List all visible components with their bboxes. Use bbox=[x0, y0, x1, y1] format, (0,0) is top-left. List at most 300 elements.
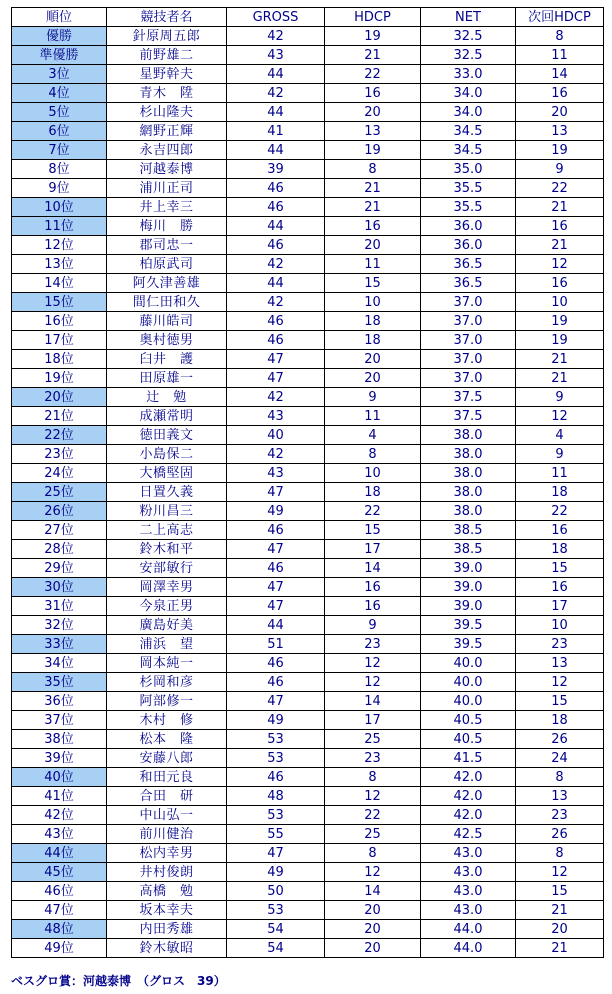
table-row bbox=[12, 673, 604, 692]
handicap: 20 bbox=[325, 901, 421, 920]
rank-cell: 34位 bbox=[12, 654, 107, 673]
table-row bbox=[12, 616, 604, 635]
gross-score: 42 bbox=[227, 293, 325, 312]
rank-cell: 33位 bbox=[12, 635, 107, 654]
handicap: 15 bbox=[325, 521, 421, 540]
player-name: 岡澤幸男 bbox=[107, 578, 227, 597]
rank-cell: 27位 bbox=[12, 521, 107, 540]
handicap: 20 bbox=[325, 939, 421, 958]
handicap: 8 bbox=[325, 844, 421, 863]
rank-cell: 47位 bbox=[12, 901, 107, 920]
player-name: 田原雄一 bbox=[107, 369, 227, 388]
gross-score: 47 bbox=[227, 369, 325, 388]
handicap: 12 bbox=[325, 654, 421, 673]
table-row bbox=[12, 920, 604, 939]
table-row bbox=[12, 445, 604, 464]
handicap: 17 bbox=[325, 540, 421, 559]
gross-score: 43 bbox=[227, 46, 325, 65]
gross-score: 46 bbox=[227, 331, 325, 350]
gross-score: 46 bbox=[227, 521, 325, 540]
header-name: 競技者名 bbox=[107, 8, 227, 27]
next-handicap: 16 bbox=[516, 84, 604, 103]
table-row bbox=[12, 141, 604, 160]
rank-cell: 48位 bbox=[12, 920, 107, 939]
table-row bbox=[12, 312, 604, 331]
player-name: 網野正輝 bbox=[107, 122, 227, 141]
player-name: 前川健治 bbox=[107, 825, 227, 844]
rank-cell: 準優勝 bbox=[12, 46, 107, 65]
net-score: 40.0 bbox=[421, 673, 516, 692]
net-score: 38.0 bbox=[421, 464, 516, 483]
gross-score: 49 bbox=[227, 863, 325, 882]
table-row bbox=[12, 369, 604, 388]
rank-cell: 41位 bbox=[12, 787, 107, 806]
net-score: 42.0 bbox=[421, 787, 516, 806]
table-row bbox=[12, 844, 604, 863]
next-handicap: 19 bbox=[516, 331, 604, 350]
next-handicap: 16 bbox=[516, 217, 604, 236]
rank-cell: 49位 bbox=[12, 939, 107, 958]
next-handicap: 23 bbox=[516, 635, 604, 654]
results-body bbox=[12, 27, 604, 958]
net-score: 37.0 bbox=[421, 369, 516, 388]
player-name: 浦浜 望 bbox=[107, 635, 227, 654]
net-score: 34.0 bbox=[421, 84, 516, 103]
handicap: 8 bbox=[325, 445, 421, 464]
player-name: 粉川昌三 bbox=[107, 502, 227, 521]
rank-cell: 22位 bbox=[12, 426, 107, 445]
gross-score: 44 bbox=[227, 103, 325, 122]
player-name: 高橋 勉 bbox=[107, 882, 227, 901]
gross-score: 41 bbox=[227, 122, 325, 141]
next-handicap: 16 bbox=[516, 274, 604, 293]
next-handicap: 18 bbox=[516, 711, 604, 730]
next-handicap: 21 bbox=[516, 350, 604, 369]
next-handicap: 13 bbox=[516, 654, 604, 673]
net-score: 37.5 bbox=[421, 407, 516, 426]
gross-score: 53 bbox=[227, 901, 325, 920]
gross-score: 46 bbox=[227, 179, 325, 198]
net-score: 40.5 bbox=[421, 730, 516, 749]
player-name: 鈴木和平 bbox=[107, 540, 227, 559]
net-score: 36.5 bbox=[421, 255, 516, 274]
rank-cell: 40位 bbox=[12, 768, 107, 787]
gross-score: 44 bbox=[227, 217, 325, 236]
player-name: 二上高志 bbox=[107, 521, 227, 540]
player-name: 徳田義文 bbox=[107, 426, 227, 445]
table-row bbox=[12, 122, 604, 141]
player-name: 針原周五郎 bbox=[107, 27, 227, 46]
header-rank: 順位 bbox=[12, 8, 107, 27]
table-row bbox=[12, 198, 604, 217]
table-row bbox=[12, 65, 604, 84]
gross-score: 44 bbox=[227, 274, 325, 293]
gross-score: 42 bbox=[227, 255, 325, 274]
handicap: 14 bbox=[325, 692, 421, 711]
rank-cell: 25位 bbox=[12, 483, 107, 502]
rank-cell: 8位 bbox=[12, 160, 107, 179]
rank-cell: 45位 bbox=[12, 863, 107, 882]
handicap: 23 bbox=[325, 749, 421, 768]
next-handicap: 12 bbox=[516, 407, 604, 426]
handicap: 10 bbox=[325, 293, 421, 312]
handicap: 25 bbox=[325, 730, 421, 749]
gross-score: 47 bbox=[227, 597, 325, 616]
table-row bbox=[12, 730, 604, 749]
rank-cell: 24位 bbox=[12, 464, 107, 483]
player-name: 松内幸男 bbox=[107, 844, 227, 863]
net-score: 43.0 bbox=[421, 882, 516, 901]
handicap: 21 bbox=[325, 46, 421, 65]
table-row bbox=[12, 882, 604, 901]
handicap: 12 bbox=[325, 787, 421, 806]
handicap: 19 bbox=[325, 141, 421, 160]
gross-score: 50 bbox=[227, 882, 325, 901]
rank-cell: 17位 bbox=[12, 331, 107, 350]
table-row bbox=[12, 540, 604, 559]
net-score: 34.0 bbox=[421, 103, 516, 122]
gross-score: 42 bbox=[227, 445, 325, 464]
rank-cell: 5位 bbox=[12, 103, 107, 122]
gross-score: 46 bbox=[227, 559, 325, 578]
net-score: 38.5 bbox=[421, 521, 516, 540]
handicap: 22 bbox=[325, 502, 421, 521]
rank-cell: 4位 bbox=[12, 84, 107, 103]
net-score: 40.0 bbox=[421, 654, 516, 673]
player-name: 杉岡和彦 bbox=[107, 673, 227, 692]
rank-cell: 6位 bbox=[12, 122, 107, 141]
rank-cell: 37位 bbox=[12, 711, 107, 730]
handicap: 13 bbox=[325, 122, 421, 141]
next-handicap: 8 bbox=[516, 768, 604, 787]
handicap: 4 bbox=[325, 426, 421, 445]
player-name: 木村 修 bbox=[107, 711, 227, 730]
handicap: 11 bbox=[325, 255, 421, 274]
next-handicap: 19 bbox=[516, 141, 604, 160]
next-handicap: 20 bbox=[516, 103, 604, 122]
next-handicap: 21 bbox=[516, 939, 604, 958]
net-score: 43.0 bbox=[421, 844, 516, 863]
player-name: 青木 陞 bbox=[107, 84, 227, 103]
next-handicap: 8 bbox=[516, 844, 604, 863]
net-score: 37.0 bbox=[421, 350, 516, 369]
gross-score: 43 bbox=[227, 407, 325, 426]
rank-cell: 38位 bbox=[12, 730, 107, 749]
rank-cell: 15位 bbox=[12, 293, 107, 312]
player-name: 坂本幸夫 bbox=[107, 901, 227, 920]
rank-cell: 43位 bbox=[12, 825, 107, 844]
results-table bbox=[11, 7, 604, 958]
next-handicap: 9 bbox=[516, 160, 604, 179]
gross-score: 44 bbox=[227, 65, 325, 84]
table-row bbox=[12, 255, 604, 274]
table-row bbox=[12, 179, 604, 198]
table-row bbox=[12, 787, 604, 806]
next-handicap: 11 bbox=[516, 46, 604, 65]
handicap: 8 bbox=[325, 160, 421, 179]
gross-score: 46 bbox=[227, 312, 325, 331]
gross-score: 47 bbox=[227, 350, 325, 369]
handicap: 12 bbox=[325, 673, 421, 692]
handicap: 18 bbox=[325, 483, 421, 502]
rank-cell: 26位 bbox=[12, 502, 107, 521]
next-handicap: 20 bbox=[516, 920, 604, 939]
rank-cell: 23位 bbox=[12, 445, 107, 464]
gross-score: 39 bbox=[227, 160, 325, 179]
next-handicap: 9 bbox=[516, 445, 604, 464]
next-handicap: 23 bbox=[516, 806, 604, 825]
handicap: 20 bbox=[325, 350, 421, 369]
gross-score: 47 bbox=[227, 540, 325, 559]
rank-cell: 35位 bbox=[12, 673, 107, 692]
net-score: 37.0 bbox=[421, 312, 516, 331]
net-score: 42.0 bbox=[421, 768, 516, 787]
gross-score: 47 bbox=[227, 844, 325, 863]
gross-score: 46 bbox=[227, 198, 325, 217]
rank-cell: 優勝 bbox=[12, 27, 107, 46]
handicap: 10 bbox=[325, 464, 421, 483]
net-score: 37.5 bbox=[421, 388, 516, 407]
net-score: 35.0 bbox=[421, 160, 516, 179]
net-score: 34.5 bbox=[421, 122, 516, 141]
rank-cell: 13位 bbox=[12, 255, 107, 274]
net-score: 40.0 bbox=[421, 692, 516, 711]
player-name: 浦川正司 bbox=[107, 179, 227, 198]
gross-score: 47 bbox=[227, 578, 325, 597]
next-handicap: 17 bbox=[516, 597, 604, 616]
table-row bbox=[12, 635, 604, 654]
handicap: 17 bbox=[325, 711, 421, 730]
player-name: 前野雄二 bbox=[107, 46, 227, 65]
rank-cell: 30位 bbox=[12, 578, 107, 597]
best-gross-award: ベスグロ賞：河越泰博 （グロス 39） bbox=[11, 974, 226, 988]
player-name: 和田元良 bbox=[107, 768, 227, 787]
player-name: 星野幹夫 bbox=[107, 65, 227, 84]
next-handicap: 21 bbox=[516, 198, 604, 217]
gross-score: 42 bbox=[227, 27, 325, 46]
table-row bbox=[12, 578, 604, 597]
table-row bbox=[12, 464, 604, 483]
header-gross: GROSS bbox=[227, 8, 325, 27]
handicap: 9 bbox=[325, 388, 421, 407]
header-hdcp: HDCP bbox=[325, 8, 421, 27]
player-name: 杉山隆夫 bbox=[107, 103, 227, 122]
table-row bbox=[12, 46, 604, 65]
table-row bbox=[12, 27, 604, 46]
gross-score: 49 bbox=[227, 711, 325, 730]
rank-cell: 21位 bbox=[12, 407, 107, 426]
table-row bbox=[12, 559, 604, 578]
header-next-hdcp: 次回HDCP bbox=[516, 8, 604, 27]
gross-score: 46 bbox=[227, 236, 325, 255]
handicap: 20 bbox=[325, 103, 421, 122]
handicap: 21 bbox=[325, 179, 421, 198]
rank-cell: 36位 bbox=[12, 692, 107, 711]
table-row bbox=[12, 293, 604, 312]
next-handicap: 22 bbox=[516, 502, 604, 521]
next-handicap: 18 bbox=[516, 483, 604, 502]
next-handicap: 26 bbox=[516, 825, 604, 844]
table-row bbox=[12, 350, 604, 369]
player-name: 岡本純一 bbox=[107, 654, 227, 673]
net-score: 41.5 bbox=[421, 749, 516, 768]
net-score: 39.0 bbox=[421, 559, 516, 578]
net-score: 44.0 bbox=[421, 939, 516, 958]
net-score: 44.0 bbox=[421, 920, 516, 939]
handicap: 25 bbox=[325, 825, 421, 844]
next-handicap: 15 bbox=[516, 692, 604, 711]
table-row bbox=[12, 597, 604, 616]
player-name: 日置久義 bbox=[107, 483, 227, 502]
handicap: 20 bbox=[325, 920, 421, 939]
net-score: 38.0 bbox=[421, 502, 516, 521]
player-name: 永吉四郎 bbox=[107, 141, 227, 160]
next-handicap: 18 bbox=[516, 540, 604, 559]
handicap: 18 bbox=[325, 312, 421, 331]
net-score: 37.0 bbox=[421, 331, 516, 350]
player-name: 辻 勉 bbox=[107, 388, 227, 407]
table-row bbox=[12, 863, 604, 882]
table-row bbox=[12, 217, 604, 236]
rank-cell: 42位 bbox=[12, 806, 107, 825]
table-row bbox=[12, 84, 604, 103]
net-score: 36.0 bbox=[421, 236, 516, 255]
rank-cell: 44位 bbox=[12, 844, 107, 863]
next-handicap: 12 bbox=[516, 673, 604, 692]
net-score: 38.0 bbox=[421, 483, 516, 502]
next-handicap: 26 bbox=[516, 730, 604, 749]
player-name: 阿久津善雄 bbox=[107, 274, 227, 293]
player-name: 臼井 護 bbox=[107, 350, 227, 369]
net-score: 42.5 bbox=[421, 825, 516, 844]
net-score: 43.0 bbox=[421, 901, 516, 920]
next-handicap: 15 bbox=[516, 559, 604, 578]
player-name: 鈴木敏昭 bbox=[107, 939, 227, 958]
gross-score: 48 bbox=[227, 787, 325, 806]
player-name: 成瀬常明 bbox=[107, 407, 227, 426]
handicap: 16 bbox=[325, 84, 421, 103]
handicap: 9 bbox=[325, 616, 421, 635]
player-name: 梅川 勝 bbox=[107, 217, 227, 236]
rank-cell: 31位 bbox=[12, 597, 107, 616]
next-handicap: 8 bbox=[516, 27, 604, 46]
next-handicap: 21 bbox=[516, 236, 604, 255]
gross-score: 54 bbox=[227, 939, 325, 958]
next-handicap: 9 bbox=[516, 388, 604, 407]
next-handicap: 11 bbox=[516, 464, 604, 483]
table-row bbox=[12, 901, 604, 920]
handicap: 15 bbox=[325, 274, 421, 293]
rank-cell: 3位 bbox=[12, 65, 107, 84]
handicap: 11 bbox=[325, 407, 421, 426]
net-score: 40.5 bbox=[421, 711, 516, 730]
rank-cell: 12位 bbox=[12, 236, 107, 255]
table-row bbox=[12, 236, 604, 255]
net-score: 38.0 bbox=[421, 426, 516, 445]
table-row bbox=[12, 407, 604, 426]
rank-cell: 7位 bbox=[12, 141, 107, 160]
next-handicap: 19 bbox=[516, 312, 604, 331]
table-row bbox=[12, 711, 604, 730]
next-handicap: 15 bbox=[516, 882, 604, 901]
player-name: 藤川皓司 bbox=[107, 312, 227, 331]
rank-cell: 9位 bbox=[12, 179, 107, 198]
gross-score: 47 bbox=[227, 483, 325, 502]
net-score: 43.0 bbox=[421, 863, 516, 882]
net-score: 36.0 bbox=[421, 217, 516, 236]
handicap: 14 bbox=[325, 559, 421, 578]
handicap: 14 bbox=[325, 882, 421, 901]
player-name: 奥村徳男 bbox=[107, 331, 227, 350]
table-row bbox=[12, 654, 604, 673]
next-handicap: 10 bbox=[516, 616, 604, 635]
net-score: 32.5 bbox=[421, 27, 516, 46]
rank-cell: 29位 bbox=[12, 559, 107, 578]
gross-score: 55 bbox=[227, 825, 325, 844]
next-handicap: 10 bbox=[516, 293, 604, 312]
header-row bbox=[12, 8, 604, 27]
rank-cell: 32位 bbox=[12, 616, 107, 635]
net-score: 39.5 bbox=[421, 616, 516, 635]
gross-score: 54 bbox=[227, 920, 325, 939]
next-handicap: 24 bbox=[516, 749, 604, 768]
rank-cell: 20位 bbox=[12, 388, 107, 407]
net-score: 32.5 bbox=[421, 46, 516, 65]
player-name: 安藤八郎 bbox=[107, 749, 227, 768]
net-score: 38.0 bbox=[421, 445, 516, 464]
player-name: 小島保二 bbox=[107, 445, 227, 464]
handicap: 8 bbox=[325, 768, 421, 787]
rank-cell: 16位 bbox=[12, 312, 107, 331]
table-row bbox=[12, 103, 604, 122]
table-row bbox=[12, 426, 604, 445]
handicap: 21 bbox=[325, 198, 421, 217]
table-row bbox=[12, 692, 604, 711]
table-row bbox=[12, 331, 604, 350]
table-row bbox=[12, 749, 604, 768]
rank-cell: 11位 bbox=[12, 217, 107, 236]
net-score: 35.5 bbox=[421, 198, 516, 217]
next-handicap: 22 bbox=[516, 179, 604, 198]
table-row bbox=[12, 806, 604, 825]
next-handicap: 14 bbox=[516, 65, 604, 84]
next-handicap: 13 bbox=[516, 122, 604, 141]
net-score: 39.0 bbox=[421, 597, 516, 616]
handicap: 19 bbox=[325, 27, 421, 46]
player-name: 安部敏行 bbox=[107, 559, 227, 578]
player-name: 阿部修一 bbox=[107, 692, 227, 711]
gross-score: 43 bbox=[227, 464, 325, 483]
handicap: 16 bbox=[325, 578, 421, 597]
handicap: 18 bbox=[325, 331, 421, 350]
net-score: 37.0 bbox=[421, 293, 516, 312]
net-score: 39.0 bbox=[421, 578, 516, 597]
player-name: 大橋堅固 bbox=[107, 464, 227, 483]
player-name: 合田 研 bbox=[107, 787, 227, 806]
table-row bbox=[12, 502, 604, 521]
gross-score: 44 bbox=[227, 616, 325, 635]
player-name: 井村俊朗 bbox=[107, 863, 227, 882]
gross-score: 53 bbox=[227, 749, 325, 768]
next-handicap: 21 bbox=[516, 369, 604, 388]
gross-score: 44 bbox=[227, 141, 325, 160]
handicap: 22 bbox=[325, 806, 421, 825]
net-score: 36.5 bbox=[421, 274, 516, 293]
table-row bbox=[12, 521, 604, 540]
handicap: 20 bbox=[325, 236, 421, 255]
table-row bbox=[12, 483, 604, 502]
handicap: 20 bbox=[325, 369, 421, 388]
